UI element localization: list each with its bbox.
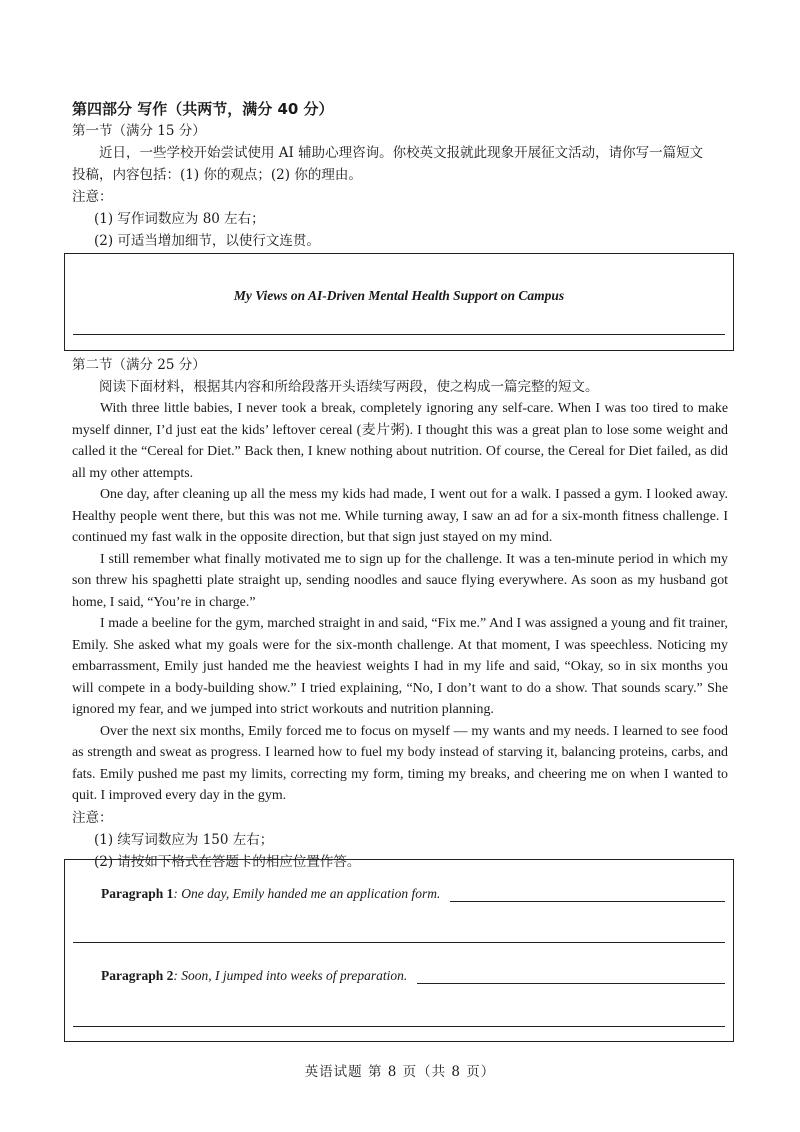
section2 [72,354,728,873]
section2-note-1: (1) 续写词数应为 150 左右； [94,831,274,848]
paragraph2-opening: : Soon, I jumped into weeks of preparation. [173,968,408,983]
paragraph2-label: Paragraph 2 [101,968,174,983]
section1-note-1: (1) 写作词数应为 80 左右； [94,211,265,227]
section1-answer-box [64,253,734,351]
section2-instruction: 阅读下面材料，根据其内容和所给段落开头语续写两段，使之构成一篇完整的短文。 [99,379,599,395]
section1-prompt-line2: 投稿，内容包括：(1) 你的观点；(2) 你的理由。 [72,167,362,183]
section2-note-2: (2) 请按如下格式在答题卡的相应位置作答。 [94,853,361,870]
answer-line [73,334,725,335]
writing-part [72,98,732,252]
page-footer: 英语试题 第 8 页（共 8 页） [304,1064,496,1080]
answer-line [417,969,725,984]
paragraph1-label: Paragraph 1 [101,886,174,901]
story-paragraph: I made a beeline for the gym, marched straight in and said, “Fix me.” And I was assigned a young and fit trainer, Emily. She asked what my goals were for the six-month challenge. At that moment, I was speechless. Noticing my embarrassment, Emily just handed me the heaviest weights I had in my life and said, “Okay, so in six months you will compete in a body-building show.” I tried explaining, “No, I don’t want to do a show. That sounds scary.” She ignored my fear, and we jumped into strict workouts and nutrition planning. [72,616,728,717]
section2-heading: 第二节（满分 25 分） [72,357,206,373]
story-paragraph: One day, after cleaning up all the mess my kids had made, I went out for a walk. I passed a gym. I looked away. Healthy people went there, but this was not me. While turning away, I saw an ad for a six-month fitness challenge. I continued my fast walk in the opposite direction, but that sign just stayed on my mind. [72,487,728,545]
paragraph1-line [101,886,725,902]
paragraph2-line [101,968,725,984]
section1-note-2: (2) 可适当增加细节，以使行文连贯。 [94,233,320,249]
section1-heading: 第一节（满分 15 分） [72,123,206,139]
section1-notes-label: 注意： [72,189,113,205]
answer-line [73,1026,725,1027]
story-paragraph: With three little babies, I never took a break, completely ignoring any self-care. When I was too tired to make myself dinner, I’d just eat the kids’ leftover cereal (麦片粥). I thought this was a great plan to lose some weight and called it the “Cereal for Diet.” Back then, I knew nothing about nutrition. Of course, the Cereal for Diet failed, as did all my other attempts. [72,401,728,481]
section2-notes-label: 注意： [72,809,113,826]
story-paragraph: Over the next six months, Emily forced me to focus on myself — my wants and my needs. I learned to see food as strength and sweat as progress. I learned how to fuel my body instead of starving it, balancing proteins, carbs, and fats. Emily pushed me past my limits, correcting my form, timing my breaks, and cheering me on when I wanted to quit. I improved every day in the gym. [72,723,728,803]
answer-line [450,887,725,902]
section2-answer-box [64,859,734,1042]
section1-prompt-line1: 近日，一些学校开始尝试使用 AI 辅助心理咨询。你校英文报就此现象开展征文活动，请你写一篇短文 [99,145,704,161]
paragraph1-opening: : One day, Emily handed me an application form. [173,886,441,901]
essay-title: My Views on AI-Driven Mental Health Support on Campus [233,288,565,303]
story-paragraph: I still remember what finally motivated me to sign up for the challenge. It was a ten-minute period in which my son threw his spaghetti plate straight up, sending noodles and sauce flying everywhere. As soon as my husband got home, I said, “You’re in charge.” [72,551,728,610]
part-title: 第四部分 写作（共两节，满分 40 分） [72,100,334,118]
answer-line [73,942,725,943]
